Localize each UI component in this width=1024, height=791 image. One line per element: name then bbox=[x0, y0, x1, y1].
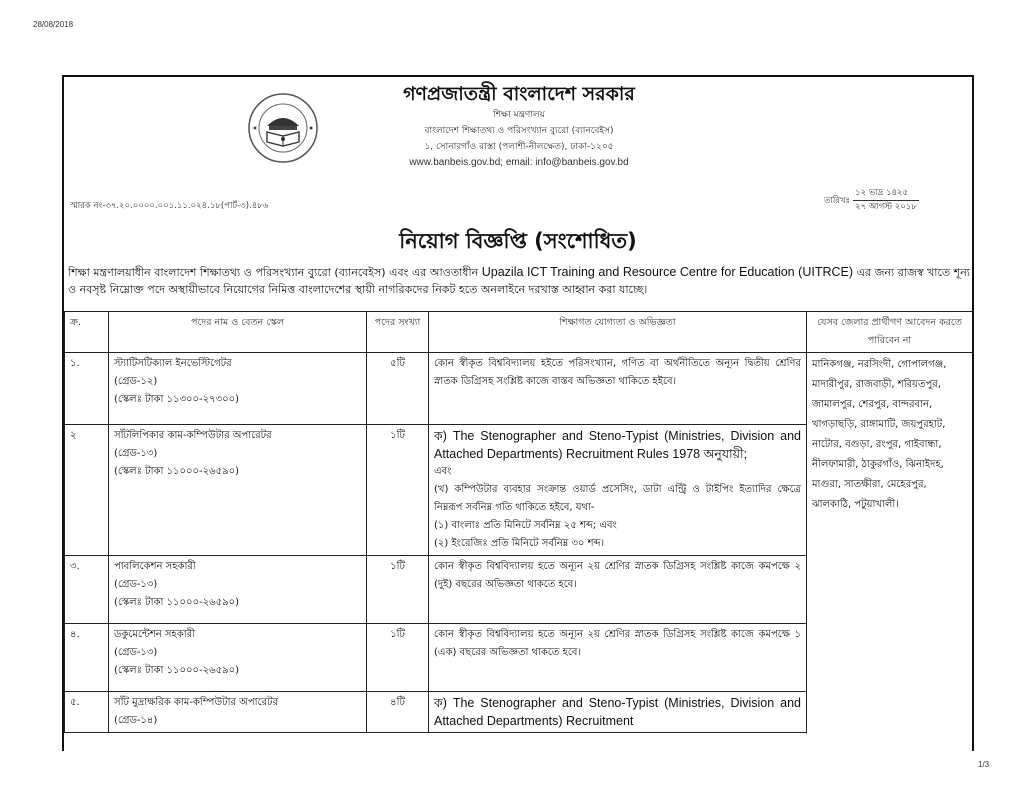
post-scale: (স্কেলঃ টাকা ১১০০০-২৬৫৯০) bbox=[114, 466, 240, 477]
post-name: ডকুমেন্টেশন সহকারী bbox=[114, 629, 195, 640]
row-qualification: কোন স্বীকৃত বিশ্ববিদ্যালয় হইতে পরিসংখ্যান, গণিত বা অর্থনীতিতে অন্যূন দ্বিতীয় শ্রেণির স্নাতক ডিগ্রিসহ সংশ্লিষ্ট কাজে বাস্তব অভিজ্ঞতা থাকিতে হইবে। bbox=[429, 353, 807, 425]
ministry-name: শিক্ষা মন্ত্রণালয় bbox=[493, 110, 545, 120]
post-scale: (স্কেলঃ টাকা ১১০০০-২৬৫৯০) bbox=[114, 665, 240, 676]
row-count: ১টি bbox=[367, 556, 429, 624]
row-post bbox=[109, 425, 367, 556]
date-label: তারিখঃ bbox=[824, 195, 851, 206]
page-number: 1/3 bbox=[978, 760, 990, 769]
row-count: ১টি bbox=[367, 624, 429, 692]
row-serial: ৩. bbox=[65, 556, 109, 624]
qualification-english: ক) The Stenographer and Steno-Typist (Ministries, Division and Attached Departments) Recruitment bbox=[429, 692, 807, 733]
post-name: পাবলিকেশন সহকারী bbox=[114, 561, 196, 572]
row-serial: ২ bbox=[65, 425, 109, 556]
row-qualification bbox=[429, 425, 807, 556]
address: ১, সোনারগাঁও রাস্তা (পলাশী-নীলক্ষেত), ঢাকা-১২০৫ bbox=[424, 142, 614, 152]
intro-english: Upazila ICT Training and Resource Centre for Education (UITRCE) bbox=[481, 265, 854, 279]
qualification-english: ক) The Stenographer and Steno-Typist (Ministries, Division and Attached Departments) Recruitment Rules 1978 অনুযায়ী; bbox=[434, 429, 801, 461]
excluded-districts: মানিকগঞ্জ, নরসিংদী, গোপালগঞ্জ, মাদারীপুর, রাজবাড়ী, শরিয়তপুর, জামালপুর, শেরপুর, বান্দরবান, খাগড়াছড়ি, রাঙ্গামাটি, জয়পুরহাট, নাটোর, বগুড়া, রংপুর, গাইবান্ধা, নীলফামারী, ঠাকুরগাঁও, ঝিনাইদহ, মাগুরা, সাতক্ষীরা, মেহেরপুর, ঝালকাঠি, পটুয়াখালী। bbox=[807, 353, 973, 733]
header-districts: যেসব জেলার প্রার্থীগণ আবেদন করতে পারিবেন না bbox=[807, 312, 973, 353]
row-post bbox=[109, 353, 367, 425]
job-table bbox=[64, 311, 973, 733]
post-grade: (গ্রেড-১৪) bbox=[114, 715, 158, 726]
row-count: ৫টি bbox=[367, 353, 429, 425]
qualification-line: (২) ইংরেজিঃ প্রতি মিনিটে সর্বনিম্ন ৩০ শব্দ। bbox=[434, 538, 605, 549]
header-qualification: শিক্ষাগত যোগ্যতা ও অভিজ্ঞতা bbox=[429, 312, 807, 353]
table-row bbox=[65, 353, 973, 425]
intro-part2: এর জন্য রাজস্ব খাতে শূন্য ও নবসৃষ্ট নিম্নোক্ত পদে অস্থায়ীভাবে নিয়োগের নিমিত্ত বাংলাদেশের স্থায়ী নাগরিকদের নিকট হতে অনলাইনে দরখাস্ত আহ্বান করা যাচ্ছে। bbox=[68, 266, 970, 296]
bureau-name: বাংলাদেশ শিক্ষাতথ্য ও পরিসংখ্যান ব্যুরো (ব্যানবেইস) bbox=[424, 126, 614, 136]
notice-document bbox=[62, 75, 974, 751]
post-grade: (গ্রেড-১৩) bbox=[114, 647, 158, 658]
notice-title: নিয়োগ বিজ্ঞপ্তি (সংশোধিত) bbox=[399, 229, 637, 253]
row-count: ৪টি bbox=[367, 692, 429, 733]
web-email: www.banbeis.gov.bd; email: info@banbeis.gov.bd bbox=[409, 157, 629, 168]
row-post bbox=[109, 556, 367, 624]
post-scale: (স্কেলঃ টাকা ১১৩০০-২৭৩০০) bbox=[114, 394, 240, 405]
row-post bbox=[109, 624, 367, 692]
post-grade: (গ্রেড-১২) bbox=[114, 376, 158, 387]
memo-number: স্মারক নং-৩৭.২০.০০০০.০০১.১১.০২৪.১৮(পার্ট-৩).৪৮৬ bbox=[70, 201, 269, 211]
post-name: স্ট্যাটিসটিক্যাল ইনভেস্টিগেটর bbox=[114, 358, 232, 369]
post-name: সাঁটলিপিকার কাম-কম্পিউটার অপারেটর bbox=[114, 430, 272, 441]
print-date: 28/08/2018 bbox=[33, 20, 74, 29]
row-qualification: কোন স্বীকৃত বিশ্ববিদ্যালয় হতে অন্যূন ২য় শ্রেণির স্নাতক ডিগ্রিসহ সংশ্লিষ্ট কাজে কমপক্ষে ১ (এক) বছরের অভিজ্ঞতা থাকতে হবে। bbox=[429, 624, 807, 692]
row-serial: ১. bbox=[65, 353, 109, 425]
row-serial: ৪. bbox=[65, 624, 109, 692]
government-name: গণপ্রজাতন্ত্রী বাংলাদেশ সরকার bbox=[403, 83, 635, 105]
header-serial: ক্র. bbox=[65, 312, 109, 353]
post-scale: (স্কেলঃ টাকা ১১০০০-২৬৫৯০) bbox=[114, 597, 240, 608]
intro-part1: শিক্ষা মন্ত্রণালয়াধীন বাংলাদেশ শিক্ষাতথ্য ও পরিসংখ্যান ব্যুরো (ব্যানবেইস) এবং এর আওতাধীন bbox=[68, 266, 482, 279]
qualification-line: (খ) কম্পিউটার ব্যবহার সংক্রান্ত ওয়ার্ড প্রসেসিং, ডাটা এন্ট্রি ও টাইপিং ইত্যাদির ক্ষেত্রে নিম্নরূপ সর্বনিম্ন গতি থাকিতে হইবে, যথা- bbox=[434, 484, 801, 513]
header-count: পদের সংখ্যা bbox=[367, 312, 429, 353]
post-grade: (গ্রেড-১৩) bbox=[114, 448, 158, 459]
date-english: ২৭ আগস্ট ২০১৮ bbox=[855, 202, 917, 212]
row-count: ১টি bbox=[367, 425, 429, 556]
post-name: সাঁট মুদ্রাক্ষরিক কাম-কম্পিউটার অপারেটর bbox=[114, 697, 279, 708]
row-qualification: কোন স্বীকৃত বিশ্ববিদ্যালয় হতে অন্যূন ২য় শ্রেণির স্নাতক ডিগ্রিসহ সংশ্লিষ্ট কাজে কমপক্ষে ২ (দুই) বছরের অভিজ্ঞতা থাকতে হবে। bbox=[429, 556, 807, 624]
header-post: পদের নাম ও বেতন স্কেল bbox=[109, 312, 367, 353]
letterhead bbox=[284, 81, 754, 171]
qualification-line: (১) বাংলাঃ প্রতি মিনিটে সর্বনিম্ন ২৫ শব্দ; এবং bbox=[434, 520, 617, 531]
date-block bbox=[824, 187, 919, 214]
table-header-row bbox=[65, 312, 973, 353]
post-grade: (গ্রেড-১৩) bbox=[114, 579, 158, 590]
qualification-line: এবং bbox=[434, 466, 452, 477]
intro-paragraph bbox=[68, 264, 970, 298]
date-bangla: ১২ ভাদ্র ১৪২৫ bbox=[853, 187, 919, 201]
row-serial: ৫. bbox=[65, 692, 109, 733]
row-post bbox=[109, 692, 367, 733]
